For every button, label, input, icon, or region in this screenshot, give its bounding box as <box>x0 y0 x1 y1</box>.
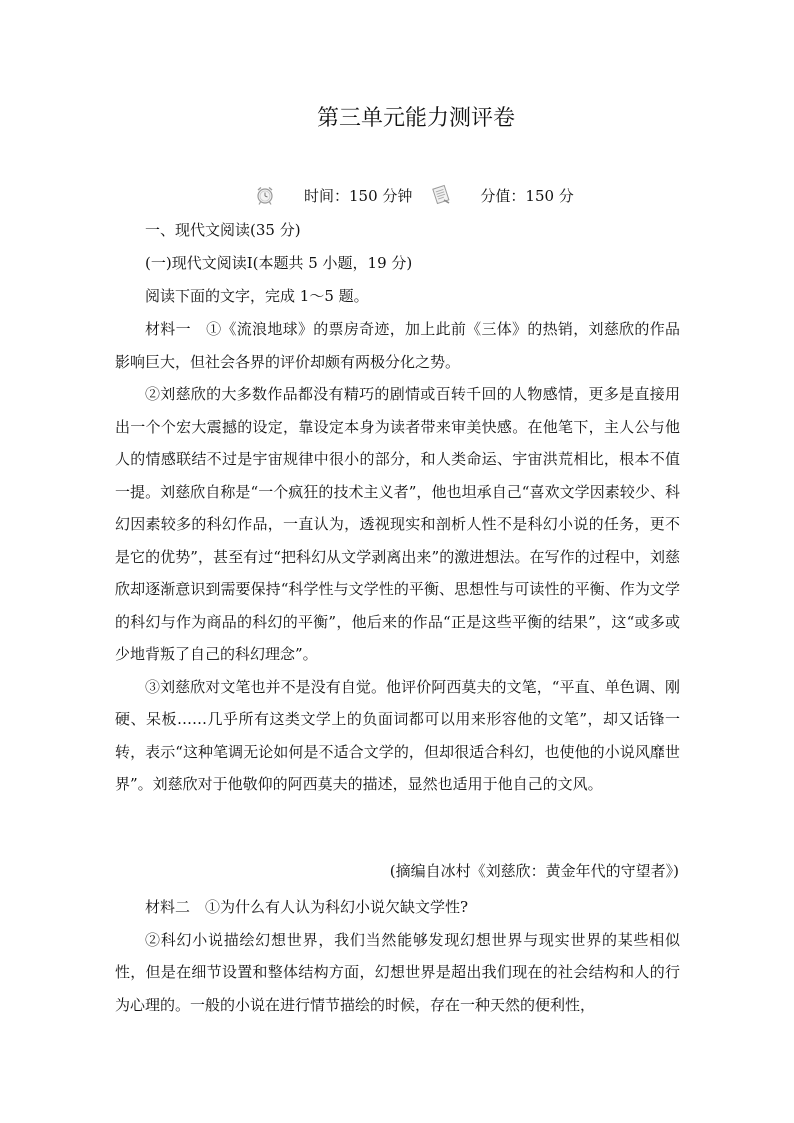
material-one-source: (摘编自冰村《刘慈欣：黄金年代的守望者》) <box>389 862 679 880</box>
material-two-paragraph-2: ②科幻小说描绘幻想世界，我们当然能够发现幻想世界与现实世界的某些相似性，但是在细节设置和整体结构方面，幻想世界是超出我们现在的社会结构和人的行为心理的。一般的小说在进行情节描绘的时候，存在一种天然的便利性， <box>115 930 680 1014</box>
score-label: 分值：150 分 <box>480 186 574 205</box>
exam-meta <box>254 180 574 210</box>
material-one-paragraph-1: 材料一 ①《流浪地球》的票房奇迹，加上此前《三体》的热销，刘慈欣的作品影响巨大，但社会各界的评价却颇有两极分化之势。 <box>115 320 680 371</box>
section-heading: 一、现代文阅读(35 分) <box>145 221 301 239</box>
material-one <box>115 313 680 801</box>
paper-document-icon <box>430 184 452 206</box>
alarm-clock-icon <box>254 184 276 206</box>
material-one-paragraph-3: ③刘慈欣对文笔也并不是没有自觉。他评价阿西莫夫的文笔，“平直、单色调、刚硬、呆板……几乎所有这类文学上的负面词都可以用来形容他的文笔”，却又话锋一转，表示“这种笔调无论如何是不适合文学的，但却很适合科幻，也使他的小说风靡世界”。刘慈欣对于他敬仰的阿西莫夫的描述，显然也适用于他自己的文风。 <box>115 677 680 793</box>
instruction: 阅读下面的文字，完成 1～5 题。 <box>145 287 369 305</box>
page-title: 第三单元能力测评卷 <box>316 106 515 131</box>
material-two-paragraph-1: 材料二 ①为什么有人认为科幻小说欠缺文学性? <box>145 898 469 916</box>
time-label: 时间：150 分钟 <box>304 186 413 205</box>
subsection-heading: (一)现代文阅读Ⅰ(本题共 5 小题，19 分) <box>145 254 413 272</box>
material-two <box>115 891 680 1021</box>
material-one-paragraph-2: ②刘慈欣的大多数作品都没有精巧的剧情或百转千回的人物感情，更多是直接用出一个个宏大震撼的设定，靠设定本身为读者带来审美快感。在他笔下，主人公与他人的情感联结不过是宇宙规律中很小的部分，和人类命运、宇宙洪荒相比，根本不值一提。刘慈欣自称是“一个疯狂的技术主义者”，他也坦承自己“喜欢文学因素较少、科幻因素较多的科幻作品，一直认为，透视现实和剖析人性不是科幻小说的任务，更不是它的优势”，甚至有过“把科幻从文学剥离出来”的激进想法。在写作的过程中，刘慈欣却逐渐意识到需要保持“科学性与文学性的平衡、思想性与可读性的平衡、作为文学的科幻与作为商品的科幻的平衡”，他后来的作品“正是这些平衡的结果”，这“或多或少地背叛了自己的科幻理念”。 <box>115 385 680 663</box>
